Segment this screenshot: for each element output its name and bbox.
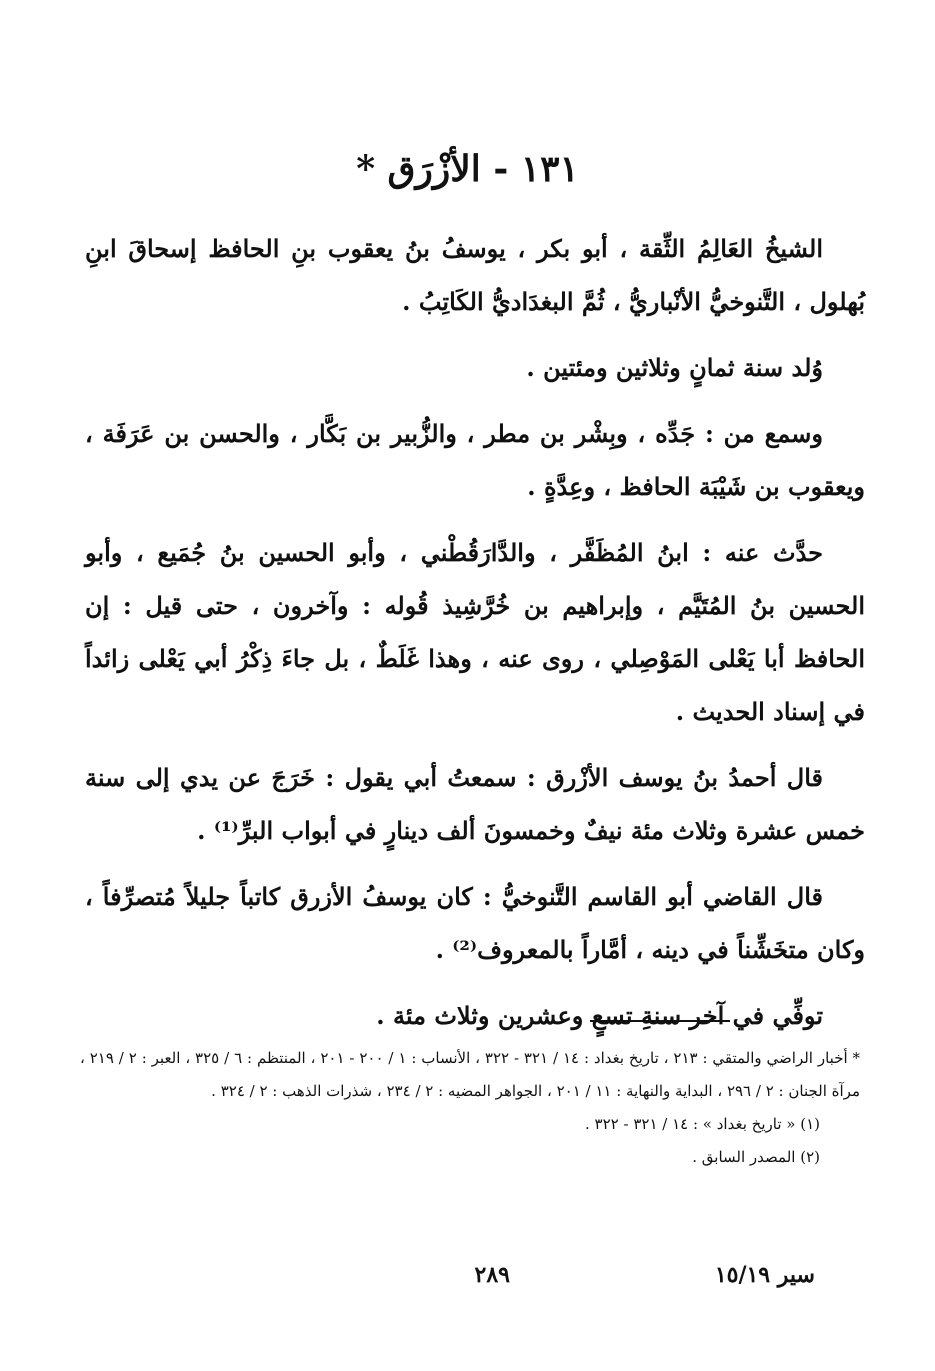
- signature-mark: سير ١٥/١٩: [714, 1262, 815, 1288]
- footnote-2: (٢) المصدر السابق .: [692, 1148, 820, 1166]
- paragraph-birth: وُلد سنة ثمانٍ وثلاثين ومئتين .: [526, 353, 823, 382]
- footnote-separator: [590, 1020, 730, 1022]
- paragraph-intro: الشيخُ العَالِمُ الثِّقة ، أبو بكر ، يوسفُ بنُ يعقوب بنِ الحافظ إسحاقَ ابنِ بُهلول ، التَّنوخيُّ الأنْباريُّ ، ثُمَّ البغدَاديُّ الكَاتِبُ .: [85, 234, 865, 316]
- paragraph-quote-tanukhi: قال القاضي أبو القاسم التَّنوخيُّ : كان يوسفُ الأزرق كاتباً جليلاً مُتصرِّفاً ، وكان متخَشِّناً في دينه ، أمَّاراً بالمعروف⁽²⁾ .: [85, 882, 865, 964]
- paragraph-teachers: وسمع من : جَدِّه ، وبِشْر بن مطر ، والزُّبير بن بَكَّار ، والحسن بن عَرَفَة ، ويعقوب بن شَيْبَة الحافظ ، وعِدَّةٍ .: [85, 419, 865, 501]
- paragraph-death: توفِّي في آخر سنةِ تسعٍ وعشرين وثلاث مئة .: [376, 1001, 823, 1030]
- footnote-1: (١) « تاريخ بغداد » : ١٤ / ٣٢١ - ٣٢٢ .: [585, 1115, 820, 1133]
- footnotes: [80, 1042, 860, 1174]
- page-number: ٢٨٩: [474, 1262, 510, 1288]
- paragraph-students: حدَّث عنه : ابنُ المُظَفَّر ، والدَّارَقُطْني ، وأبو الحسين بنُ جُمَيع ، وأبو الحسين بنُ المُتَيَّم ، وإبراهيم بن خُرَّشِيذ قُوله : وآخرون ، حتى قيل : إن الحافظ أبا يَعْلى المَوْصِلي ، روى عنه ، وهذا غَلَطٌ ، بل جاءَ ذِكْرُ أبي يَعْلى زائداً في إسناد الحديث .: [85, 538, 865, 726]
- page-footer: [0, 1262, 935, 1302]
- entry-body: [85, 222, 865, 1055]
- paragraph-quote-ahmad: قال أحمدُ بنُ يوسف الأزْرق : سمعتُ أبي يقول : خَرَجَ عن يدي إلى سنة خمس عشرة وثلاث مئة نيفٌ وخمسونَ ألف دينارٍ في أبواب البرِّ⁽¹⁾ .: [85, 763, 865, 845]
- footnote-sources: * أخبار الراضي والمتقي : ٢١٣ ، تاريخ بغداد : ١٤ / ٣٢١ - ٣٢٢ ، الأنساب : ١ / ٢٠٠ - ٢٠١ ، المنتظم : ٦ / ٣٢٥ ، العبر : ٢ / ٢١٩ ، مرآة الجنان : ٢ / ٢٩٦ ، البداية والنهاية : ١١ / ٢٠١ ، الجواهر المضيه : ٢ / ٢٣٤ ، شذرات الذهب : ٢ / ٣٢٤ .: [80, 1049, 861, 1100]
- entry-title: ١٣١ - الأزْرَق *: [356, 148, 579, 190]
